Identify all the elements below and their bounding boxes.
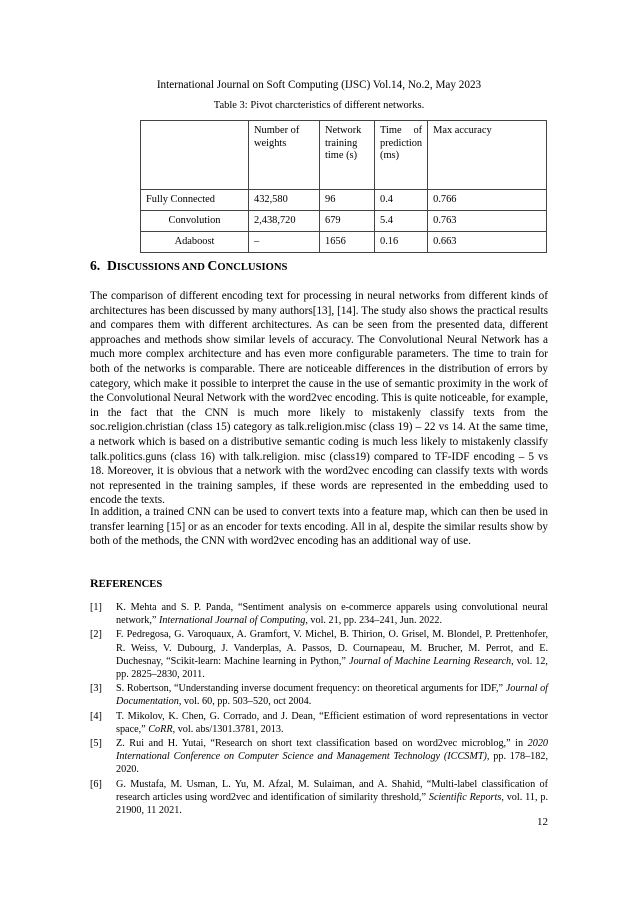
table-row <box>141 190 547 211</box>
row-weights: 432,580 <box>249 190 320 211</box>
row-accuracy: 0.763 <box>428 211 547 232</box>
table-caption: Table 3: Pivot charcteristics of different networks. <box>213 100 425 111</box>
row-train-time: 679 <box>320 211 375 232</box>
row-weights: 2,438,720 <box>249 211 320 232</box>
reference-details: , vol. 60, pp. 503–520, oct 2004. <box>178 696 312 708</box>
header-prediction-time: Time of prediction (ms) <box>375 121 428 190</box>
reference-authors-title: S. Robertson, “Understanding inverse document frequency: on theoretical arguments for IDF,” <box>116 683 506 695</box>
row-name: Fully Connected <box>141 190 249 211</box>
reference-authors-title: T. Mikolov, K. Chen, G. Corrado, and J. Dean, “Efficient estimation of word representations in vector space,” <box>116 710 548 735</box>
reference-details: , vol. abs/1301.3781, 2013. <box>172 723 284 735</box>
row-train-time: 1656 <box>320 232 375 253</box>
reference-venue: Scientific Reports <box>428 791 502 803</box>
references-heading <box>90 576 162 591</box>
reference-number: [5] <box>90 738 102 750</box>
references-title-rest: EFERENCES <box>98 579 163 590</box>
row-pred-time: 0.16 <box>375 232 428 253</box>
table-header-row <box>141 121 547 190</box>
section-heading <box>90 258 287 274</box>
section-title-part1: ISCUSSIONS AND <box>116 262 208 273</box>
reference-venue: CoRR <box>148 723 173 735</box>
reference-item <box>90 601 548 627</box>
reference-authors-title: Z. Rui and H. Yutai, “Research on short text classification based on word2vec microblog,” in <box>116 738 528 750</box>
header-training-time: Network training time (s) <box>320 121 375 190</box>
row-pred-time: 5.4 <box>375 211 428 232</box>
reference-authors-title: K. Mehta and S. P. Panda, “Sentiment analysis on e-commerce apparels using convolutional neural network,” <box>116 602 548 627</box>
table-row <box>141 232 547 253</box>
reference-venue: International Journal of Computing <box>159 615 306 627</box>
reference-item <box>90 628 548 681</box>
pivot-table <box>140 120 547 253</box>
table-row <box>141 211 547 232</box>
reference-number: [3] <box>90 683 102 695</box>
row-name: Adaboost <box>141 232 249 253</box>
row-train-time: 96 <box>320 190 375 211</box>
page-number: 12 <box>537 816 548 828</box>
reference-details: , vol. 21, pp. 234–241, Jun. 2022. <box>305 615 442 627</box>
reference-authors-title: G. Mustafa, M. Usman, L. Yu, M. Afzal, M. Sulaiman, and A. Shahid, “Multi-label classification of research articles using word2vec and identification of similarity threshold,” <box>116 778 548 803</box>
running-header: International Journal on Soft Computing (IJSC) Vol.14, No.2, May 2023 <box>156 79 482 91</box>
reference-details: , vol. 11, p. 21900, 11 2021. <box>116 791 548 817</box>
section-title-d: D <box>107 258 117 273</box>
reference-item <box>90 682 548 708</box>
reference-details: , vol. 12, pp. 2825–2830, 2011. <box>116 655 548 681</box>
section-number: 6. <box>90 258 101 273</box>
reference-details: , pp. 178–182, 2020. <box>116 751 548 776</box>
section-title-part2: ONCLUSIONS <box>217 262 288 273</box>
paragraph-discussion: The comparison of different encoding text for processing in neural networks from different kinds of architectures has been discussed by many authors[13], [14]. The study also shows the practical results and compares them with different architectures. As can be seen from the presented data, different approaches and methods show similar levels of accuracy. The Convolutional Neural Network has a much more complex architecture and has even more configurable parameters. The time to train for both of the networks is comparable. There are noticeable differences in the distribution of errors by category, which make it possible to interpret the cause in the use of semantic proximity in the work of the Convolutional Neural Network with the word2vec encoding. This is quite noticeable, for example, in the fact that the CNN is much more likely to mistakenly classify texts from the soc.religion.christian (class 15) category as talk.religion.misc (class 19) – 22 vs 14. At the same time, a network which is based on a distributive semantic coding is much less likely to mistakenly classify talk.politics.guns (class 16) with talk.religion. misc (class19) compared to TF-IDF encoding – 5 vs 18. Moreover, it is obvious that a network with the word2vec encoding can classify texts with words not represented in the training samples, if these words are represented in the embedding used to encode the texts. <box>90 290 548 507</box>
section-title-c: C <box>207 258 218 273</box>
reference-item <box>90 778 548 818</box>
reference-number: [2] <box>90 629 102 641</box>
reference-authors-title: F. Pedregosa, G. Varoquaux, A. Gramfort, V. Michel, B. Thirion, O. Grisel, M. Blondel, P. Prettenhofer, R. Weiss, V. Dubourg, J. Vanderplas, A. Passos, D. Cournapeau, M. Brucher, M. Perrot, and E. Duchesnay, “Scikit-learn: Machine learning in Python,” <box>116 629 548 667</box>
row-name: Convolution <box>141 211 249 232</box>
row-pred-time: 0.4 <box>375 190 428 211</box>
row-accuracy: 0.766 <box>428 190 547 211</box>
reference-item <box>90 710 548 736</box>
reference-venue: Journal of Documentation <box>116 683 548 708</box>
reference-list <box>90 601 548 818</box>
paragraph-conclusion: In addition, a trained CNN can be used to convert texts into a feature map, which can then be used in transfer learning [15] or as an encoder for texts encoding. All in al, despite the similar results show by both of the methods, the CNN with word2vec encoding has an additional way of use. <box>90 506 548 548</box>
row-accuracy: 0.663 <box>428 232 547 253</box>
header-empty-cell <box>141 121 249 190</box>
row-weights: – <box>249 232 320 253</box>
reference-number: [6] <box>90 778 102 790</box>
references-title-r: R <box>90 576 99 590</box>
header-max-accuracy: Max accuracy <box>428 121 547 190</box>
reference-number: [4] <box>90 710 102 722</box>
reference-venue: Journal of Machine Learning Research <box>348 655 512 667</box>
reference-venue: 2020 International Conference on Computer Science and Management Technology (ICCSMT) <box>116 738 548 763</box>
reference-number: [1] <box>90 602 102 613</box>
header-weights: Number of weights <box>249 121 320 190</box>
reference-item <box>90 737 548 777</box>
